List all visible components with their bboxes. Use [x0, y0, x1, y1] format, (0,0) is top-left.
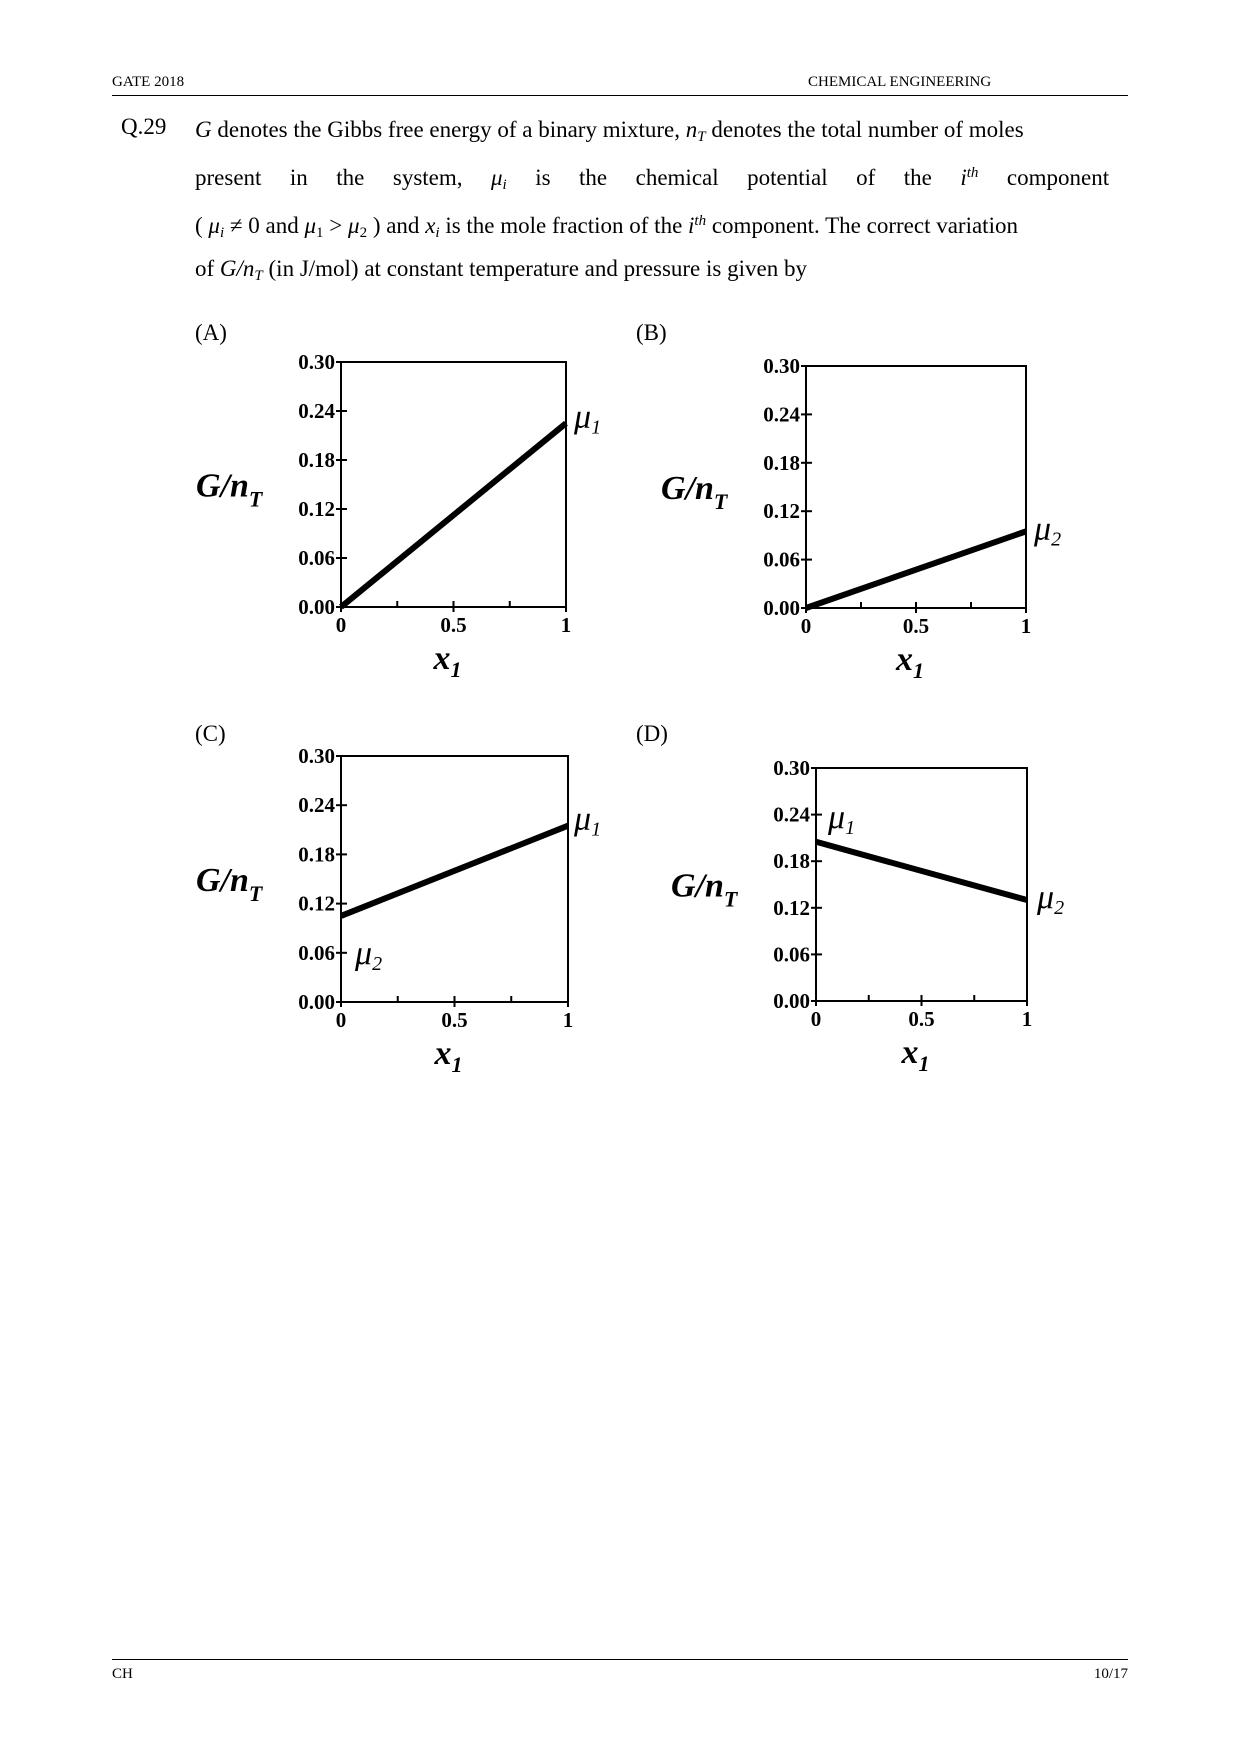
x-axis-label-subscript: 1 [450, 657, 462, 682]
y-tick-label: 0.06 [763, 547, 800, 572]
x-tick-label: 0 [335, 613, 347, 637]
text: of [195, 256, 220, 281]
y-tick-label: 0.06 [298, 546, 335, 570]
word: in [289, 165, 308, 190]
mu-annotation: μ1 [828, 798, 856, 839]
y-axis-label-subscript: T [713, 489, 728, 514]
word: of [856, 165, 876, 190]
text: (in J/mol) at constant temperature and pressure is given by [262, 256, 807, 281]
x-tick-label: 1 [562, 1008, 574, 1032]
y-tick-label: 0.30 [298, 350, 335, 374]
option-d-label: (D) [636, 721, 668, 746]
y-tick-label: 0.30 [298, 744, 335, 768]
word: the [903, 165, 932, 190]
symbol-x: x [425, 213, 436, 238]
symbol-g: G [195, 117, 212, 142]
data-line [341, 423, 566, 607]
text: ) and [367, 213, 426, 238]
y-tick-label: 0.00 [298, 595, 335, 619]
x-axis-label: $x_1$ [896, 641, 924, 683]
subscript: i [502, 177, 507, 193]
chart-b [661, 354, 1061, 683]
y-tick-label: 0.24 [298, 793, 335, 818]
symbol-mu: μ [348, 213, 360, 238]
symbol-g-over-n: G/n [219, 256, 255, 281]
x-tick-label: 0 [810, 1007, 822, 1031]
data-line [816, 842, 1027, 900]
mu-annotation-subscript: 2 [1051, 528, 1062, 551]
y-axis-label-subscript: T [723, 886, 738, 912]
y-tick-label: 0.24 [298, 399, 335, 423]
symbol-mu: μ [304, 213, 317, 238]
superscript: th [966, 165, 979, 181]
word: present [195, 165, 262, 190]
text: denotes the total number of moles [705, 117, 1024, 142]
y-tick-label: 0.06 [773, 942, 810, 967]
y-axis-label: $G/n_T$ [661, 470, 728, 514]
footer-divider [112, 1659, 1128, 1660]
y-axis-label: $G/n_T$ [196, 862, 263, 906]
option-a-label: (A) [195, 320, 227, 345]
text: denotes the Gibbs free energy of a binary mixture, [211, 117, 686, 142]
footer-left: CH [112, 1666, 133, 1682]
data-line [341, 826, 568, 916]
subscript: i [435, 225, 440, 241]
x-axis-label: $x_1$ [433, 640, 462, 682]
text: component. The correct variation [706, 213, 1018, 238]
mu-annotation: μ2 [355, 934, 383, 975]
question-number: Q.29 [121, 114, 167, 139]
mu-annotation-subscript: 1 [845, 816, 856, 839]
y-tick-label: 0.18 [773, 849, 810, 874]
x-axis-label-subscript: 1 [913, 658, 924, 683]
footer-right: 10/17 [1093, 1666, 1128, 1682]
y-tick-label: 0.18 [298, 842, 335, 867]
y-axis-label: $G/n_T$ [671, 867, 738, 912]
x-tick-label: 0.5 [440, 613, 467, 637]
x-tick-label: 1 [1020, 614, 1032, 638]
chart-c [196, 744, 601, 1077]
symbol-n: n [685, 117, 698, 142]
plot-frame [341, 362, 566, 607]
header-right: CHEMICAL ENGINEERING [808, 74, 992, 90]
data-line [806, 531, 1026, 608]
x-tick-label: 0 [335, 1008, 347, 1032]
word: component [1006, 165, 1110, 190]
y-tick-label: 0.30 [773, 756, 810, 780]
word: the [336, 165, 365, 190]
y-tick-label: 0.30 [763, 354, 800, 378]
word: potential [747, 165, 828, 190]
y-axis-label: $G/n_T$ [196, 467, 263, 512]
y-tick-label: 0.00 [298, 990, 335, 1014]
option-b-label: (B) [636, 320, 667, 345]
subscript: T [254, 268, 263, 284]
y-axis-label-subscript: T [248, 881, 263, 906]
x-axis-label: $x_1$ [901, 1034, 930, 1076]
subscript: T [697, 129, 706, 145]
y-tick-label: 0.24 [763, 402, 800, 427]
text: is the mole fraction of the [439, 213, 689, 238]
mu-annotation-subscript: 2 [1054, 897, 1065, 920]
y-tick-label: 0.00 [763, 596, 800, 620]
mu-annotation: μ2 [1034, 510, 1062, 551]
x-axis-label-subscript: 1 [918, 1051, 930, 1076]
word: system, [392, 165, 463, 190]
text: > [323, 213, 349, 238]
mu-annotation-subscript: 2 [372, 952, 383, 975]
header-left: GATE 2018 [112, 74, 185, 90]
y-tick-label: 0.12 [773, 895, 810, 920]
mu-annotation: μ1 [574, 800, 602, 841]
chart-a [196, 350, 601, 682]
x-axis-label: $x_1$ [434, 1035, 463, 1077]
superscript: th [694, 213, 707, 229]
y-tick-label: 0.18 [298, 448, 335, 472]
symbol-i: i [960, 165, 967, 190]
x-tick-label: 0.5 [902, 614, 930, 638]
symbol-mu: μ [208, 213, 220, 238]
x-tick-label: 1 [560, 613, 572, 637]
word: the [579, 165, 608, 190]
chart-d [671, 756, 1064, 1076]
mu-annotation-subscript: 1 [591, 818, 602, 841]
mu-annotation: μ2 [1037, 879, 1065, 920]
y-tick-label: 0.12 [763, 499, 800, 524]
text: ≠ 0 and [224, 213, 305, 238]
plot-frame [816, 768, 1027, 1001]
mu-annotation-subscript: 1 [591, 416, 602, 439]
option-c-label: (C) [195, 721, 226, 746]
symbol-mu: μ [491, 165, 503, 190]
y-tick-label: 0.06 [298, 940, 335, 965]
y-tick-label: 0.18 [763, 450, 800, 475]
word: chemical [635, 165, 719, 190]
subscript: 1 [316, 225, 324, 241]
symbol-i: i [688, 213, 695, 238]
y-tick-label: 0.12 [298, 891, 335, 916]
subscript: 2 [359, 225, 368, 241]
y-tick-label: 0.12 [298, 497, 335, 521]
x-tick-label: 0.5 [441, 1008, 468, 1032]
y-axis-label-subscript: T [248, 486, 263, 512]
word: is [535, 165, 551, 190]
subscript: i [219, 225, 225, 241]
x-tick-label: 0 [800, 614, 812, 638]
x-axis-label-subscript: 1 [451, 1052, 463, 1077]
x-tick-label: 0.5 [908, 1007, 935, 1031]
y-tick-label: 0.24 [773, 802, 810, 827]
text: ( [195, 213, 209, 238]
y-tick-label: 0.00 [773, 989, 810, 1013]
mu-annotation: μ1 [574, 398, 602, 439]
x-tick-label: 1 [1021, 1007, 1033, 1031]
